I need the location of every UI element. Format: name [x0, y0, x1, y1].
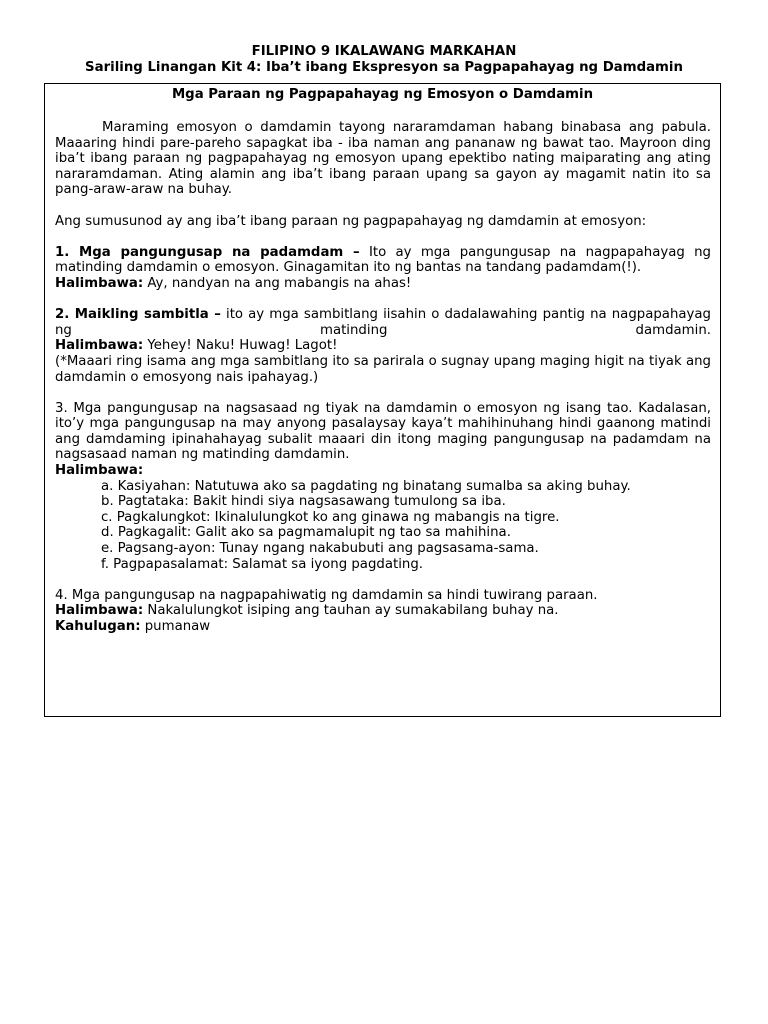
spacer — [55, 572, 711, 588]
list-item: f. Pagpapasalamat: Salamat sa iyong pagdating. — [101, 556, 423, 572]
item-2-note: (*Maaari ring isama ang mga sambitlang ito sa parirala o sugnay upang maging higit na tiyak ang damdamin o emosyong nais ipahayag.) — [55, 353, 711, 385]
header-subtitle: Sariling Linangan Kit 4: Iba’t ibang Ekspresyon sa Pagpapahayag ng Damdamin — [85, 59, 683, 75]
lead-sentence: Ang sumusunod ay ang iba’t ibang paraan ng pagpapahayag ng damdamin at emosyon: — [55, 213, 647, 229]
box-content — [55, 120, 711, 635]
example-text: Yehey! Naku! Huwag! Lagot! — [143, 338, 338, 354]
example-label: Halimbawa: — [55, 338, 144, 354]
example-label: Halimbawa: — [55, 603, 144, 619]
item-2-heading: 2. Maikling sambitla – — [55, 307, 221, 323]
intro-paragraph: Maraming emosyon o damdamin tayong nararamdaman habang binabasa ang pabula. Maaaring hindi pare-pareho sapagkat iba - iba naman ang pananaw ng bawat tao. Mayroon ding iba’t ibang paraan ng pagpapahayag ng emosyon upang epektibo nating maiparating ang ating nararamdaman. Ating alamin ang iba’t ibang paraan upang sa gayon ay magamit natin ito sa pang-araw-araw na buhay. — [55, 120, 711, 198]
list-item: b. Pagtataka: Bakit hindi siya nagsasawang tumulong sa iba. — [101, 494, 506, 510]
spacer — [55, 229, 711, 245]
example-text: Nakalulungkot isiping ang tauhan ay sumakabilang buhay na. — [143, 603, 559, 619]
spacer — [55, 385, 711, 401]
example-label: Halimbawa: — [55, 275, 144, 291]
item-4-meaning — [55, 619, 711, 635]
meaning-label: Kahulugan: — [55, 619, 141, 634]
item-4-paragraph: 4. Mga pangungusap na nagpapahiwatig ng damdamin sa hindi tuwirang paraan. — [55, 587, 598, 603]
item-2-paragraph — [55, 307, 711, 338]
box-title: Mga Paraan ng Pagpapahayag ng Emosyon o Damdamin — [171, 87, 594, 102]
example-list — [55, 479, 711, 573]
content-box — [44, 83, 721, 717]
item-1-example — [55, 276, 711, 292]
example-text: Ay, nandyan na ang mabangis na ahas! — [143, 275, 412, 291]
spacer — [55, 198, 711, 214]
item-3-example-label: Halimbawa: — [55, 463, 144, 479]
header-title: FILIPINO 9 IKALAWANG MARKAHAN — [251, 44, 517, 59]
list-item: a. Kasiyahan: Natutuwa ako sa pagdating ng binatang sumalba sa aking buhay. — [101, 478, 631, 494]
meaning-text: pumanaw — [140, 619, 211, 634]
list-item: d. Pagkagalit: Galit ako sa pagmamalupit ng tao sa mahihina. — [101, 525, 511, 541]
item-4-example — [55, 603, 711, 619]
item-1-paragraph — [55, 245, 711, 276]
item-1-text: Ito ay mga pangungusap na nagpapahayag ng matinding damdamin o emosyon. Ginagamitan ito ng bantas na tandang padamdam(!). — [55, 244, 711, 276]
item-1-heading: 1. Mga pangungusap na padamdam – — [55, 244, 360, 260]
spacer — [55, 292, 711, 308]
list-item: e. Pagsang-ayon: Tunay ngang nakabubuti ang pagsasama-sama. — [101, 541, 539, 557]
list-item: c. Pagkalungkot: Ikinalulungkot ko ang ginawa ng mabangis na tigre. — [101, 509, 560, 525]
item-3-paragraph: 3. Mga pangungusap na nagsasaad ng tiyak na damdamin o emosyon ng isang tao. Kadalasan, ito’y mga pangungusap na may anyong pasalaysay kaya’t mahihinuhang hindi gaanong matindi ang damdaming ipinahahayag subalit maaari din itong maging pangungusap na padamdam na nagsasaad naman ng matinding damdamin. — [55, 400, 711, 463]
item-2-text: ito ay mga sambitlang iisahin o dadalawahing pantig na nagpapahayag ng matinding damdamin. — [55, 307, 711, 338]
item-2-example — [55, 338, 711, 354]
document-header — [0, 44, 768, 75]
